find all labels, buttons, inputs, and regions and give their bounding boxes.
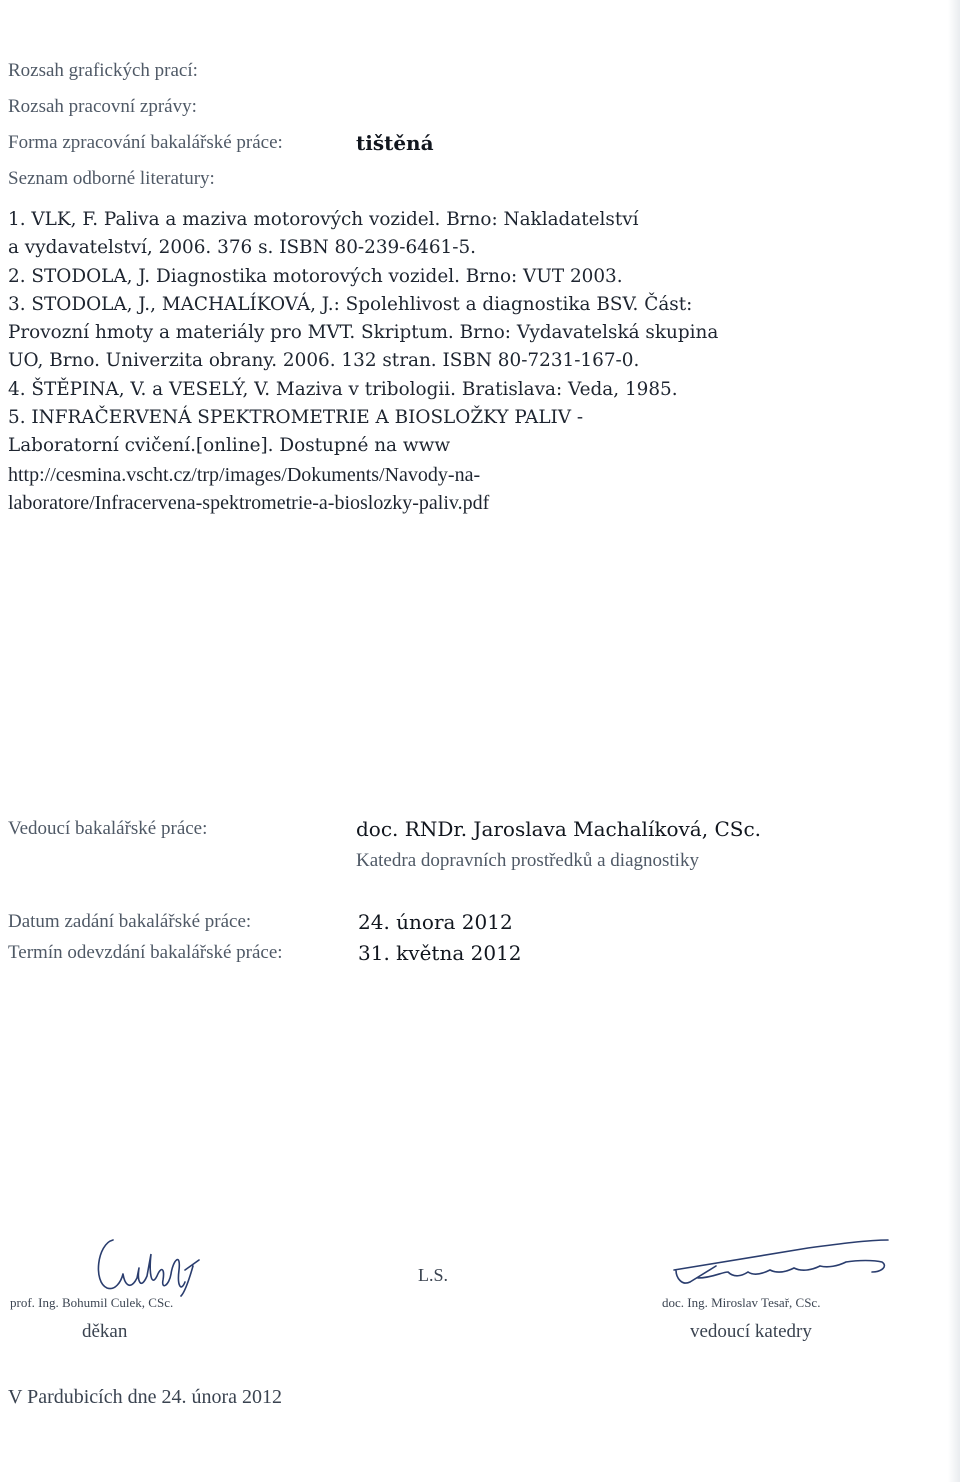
reference-line: 2. STODOLA, J. Diagnostika motorových vozidel. Brno: VUT 2003. [8, 265, 623, 287]
reference-url-line: http://cesmina.vscht.cz/trp/images/Dokuments/Navody-na- [8, 463, 481, 486]
assigned-date-value: 24. února 2012 [358, 910, 513, 934]
reference-line: UO, Brno. Univerzita obrany. 2006. 132 stran. ISBN 80-7231-167-0. [8, 350, 640, 372]
due-date-label: Termín odevzdání bakalářské práce: [8, 942, 283, 963]
place-date: V Pardubicích dne 24. února 2012 [8, 1386, 283, 1408]
due-date-value: 31. května 2012 [358, 941, 522, 965]
reference-line: 5. INFRAČERVENÁ SPEKTROMETRIE A BIOSLOŽKY PALIV - [8, 407, 584, 429]
supervisor-name: doc. RNDr. Jaroslava Machalíková, CSc. [356, 817, 761, 841]
page-edge-shadow [948, 0, 960, 1482]
seal-label: L.S. [418, 1265, 449, 1285]
reference-line: Provozní hmoty a materiály pro MVT. Skriptum. Brno: Vydavatelská skupina [8, 322, 719, 344]
dean-role: děkan [82, 1321, 128, 1342]
reference-url-line: laboratore/Infracervena-spektrometrie-a-bioslozky-paliv.pdf [8, 491, 490, 514]
head-name: doc. Ing. Miroslav Tesař, CSc. [662, 1295, 821, 1310]
reference-line: 3. STODOLA, J., MACHALÍKOVÁ, J.: Spolehlivost a diagnostika BSV. Část: [8, 293, 693, 315]
supervisor-label: Vedoucí bakalářské práce: [8, 818, 208, 839]
head-signature-mark [668, 1238, 898, 1298]
assigned-date-label: Datum zadání bakalářské práce: [8, 911, 252, 932]
reference-list [8, 206, 908, 517]
literature-label: Seznam odborné literatury: [8, 168, 215, 189]
graphics-scope-label: Rozsah grafických prací: [8, 60, 198, 81]
dean-signature-mark [85, 1230, 215, 1300]
form-label: Forma zpracování bakalářské práce: [8, 132, 283, 153]
head-role: vedoucí katedry [690, 1321, 812, 1342]
form-value: tištěná [356, 131, 434, 155]
reference-line: 1. VLK, F. Paliva a maziva motorových vozidel. Brno: Nakladatelství [8, 209, 639, 230]
reference-line: a vydavatelství, 2006. 376 s. ISBN 80-239-6461-5. [8, 237, 477, 259]
supervisor-department: Katedra dopravních prostředků a diagnostiky [356, 850, 699, 871]
reference-line: 4. ŠTĚPINA, V. a VESELÝ, V. Maziva v tribologii. Bratislava: Veda, 1985. [8, 378, 678, 400]
reference-line: Laboratorní cvičení.[online]. Dostupné na www [8, 435, 451, 457]
report-scope-label: Rozsah pracovní zprávy: [8, 96, 197, 117]
dean-name: prof. Ing. Bohumil Culek, CSc. [10, 1295, 174, 1310]
